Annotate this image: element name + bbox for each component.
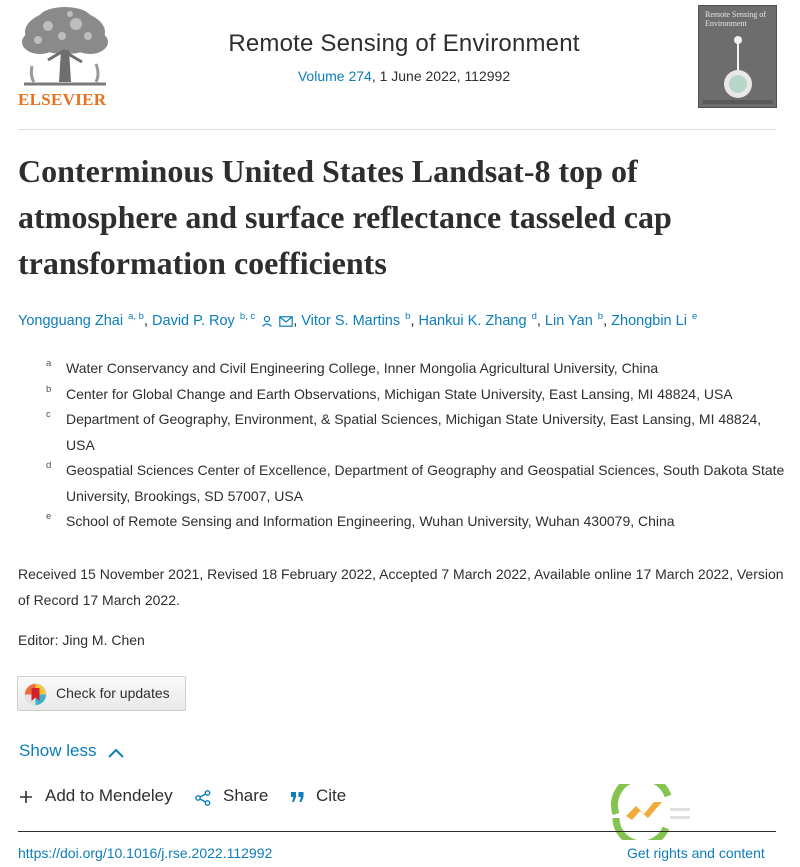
person-icon[interactable] — [261, 315, 273, 327]
email-icon[interactable] — [279, 316, 293, 327]
affiliation-item — [44, 509, 788, 535]
footer-divider — [18, 831, 776, 832]
show-less-toggle[interactable]: Show less — [19, 741, 97, 760]
add-to-mendeley-label: Add to Mendeley — [45, 786, 173, 805]
affiliation-text: School of Remote Sensing and Information Engineering, Wuhan University, Wuhan 430079, China — [66, 513, 675, 529]
affiliation-key: e — [46, 511, 52, 522]
author-affil-ref[interactable]: b, c — [239, 311, 256, 322]
check-for-updates-button[interactable] — [17, 676, 186, 711]
cite-label: Cite — [316, 786, 347, 805]
elsevier-logo[interactable] — [16, 6, 114, 110]
author-link[interactable]: Hankui K. Zhang — [418, 313, 527, 329]
affiliation-key: d — [46, 460, 52, 471]
author-link[interactable]: Vitor S. Martins — [301, 313, 401, 329]
affiliation-key: b — [46, 383, 52, 395]
author-affil-ref[interactable]: b — [405, 311, 411, 322]
chevron-up-icon[interactable] — [107, 747, 125, 759]
author-separator: , — [143, 313, 153, 329]
journal-title[interactable] — [0, 30, 800, 58]
author-link[interactable]: Lin Yan — [544, 313, 593, 329]
article-header — [0, 0, 800, 140]
affiliation-item — [44, 356, 788, 382]
author-link[interactable]: Zhongbin Li — [611, 313, 687, 329]
author-separator: , — [410, 313, 419, 329]
share-icon — [195, 790, 211, 806]
affiliation-key: a — [46, 358, 52, 369]
author-separator: , — [603, 313, 612, 329]
crossmark-icon — [24, 683, 47, 706]
affiliation-list — [44, 356, 788, 535]
author-affil-ref[interactable]: e — [691, 311, 698, 322]
journal-cover-thumbnail[interactable] — [698, 5, 777, 108]
doi-link[interactable]: https://doi.org/10.1016/j.rse.2022.112992 — [18, 845, 273, 861]
share-label: Share — [223, 786, 269, 805]
author-link[interactable]: Yongguang Zhai — [18, 313, 124, 329]
affiliation-text: Water Conservancy and Civil Engineering College, Inner Mongolia Agricultural University, China — [66, 360, 659, 376]
author-list — [18, 306, 788, 332]
publisher-name: ELSEVIER — [18, 90, 107, 109]
editor-line: Editor: Jing M. Chen — [18, 632, 145, 648]
volume-link[interactable]: Volume 274 — [297, 68, 372, 84]
author-affil-ref[interactable]: d — [531, 311, 537, 322]
plus-icon — [19, 790, 33, 804]
cover-title: Remote Sensing of Environment — [705, 10, 766, 28]
issue-info: , 1 June 2022, 112992 — [371, 68, 511, 84]
author-affil-ref[interactable]: a, b — [128, 311, 144, 322]
rights-and-content-link[interactable]: Get rights and content — [627, 845, 765, 861]
affiliation-text: Center for Global Change and Earth Observations, Michigan State University, East Lansing, MI 48824, USA — [66, 385, 733, 402]
header-divider — [18, 129, 776, 130]
author-link[interactable]: David P. Roy — [152, 313, 235, 329]
volume-line — [0, 68, 800, 84]
affiliation-key: c — [46, 409, 51, 420]
check-for-updates-label: Check for updates — [56, 685, 170, 701]
affiliation-text: Department of Geography, Environment, & Spatial Sciences, Michigan State University, East Lansing, MI 48824, USA — [66, 411, 762, 453]
cover-artwork-icon — [699, 6, 778, 109]
author-separator: , — [293, 313, 302, 329]
affiliation-item — [44, 458, 788, 509]
article-history: Received 15 November 2021, Revised 18 February 2022, Accepted 7 March 2022, Available online 17 March 2022, Version of Record 17 March 2022. — [18, 566, 784, 608]
journal-title-text[interactable]: Remote Sensing of Environment — [228, 30, 580, 57]
affiliation-item — [44, 382, 788, 408]
affiliation-item — [44, 407, 788, 458]
affiliation-text: Geospatial Sciences Center of Excellence, Department of Geography and Geospatial Sciences, South Dakota State University, Brookings, SD 57007, USA — [66, 462, 785, 504]
author-separator: , — [536, 313, 545, 329]
article-title: Conterminous United States Landsat-8 top of atmosphere and surface reflectance tasseled cap transformation coefficients — [18, 153, 672, 281]
article-actions-bar — [19, 786, 619, 810]
author-affil-ref[interactable]: b — [597, 311, 604, 322]
quote-icon — [290, 790, 305, 804]
